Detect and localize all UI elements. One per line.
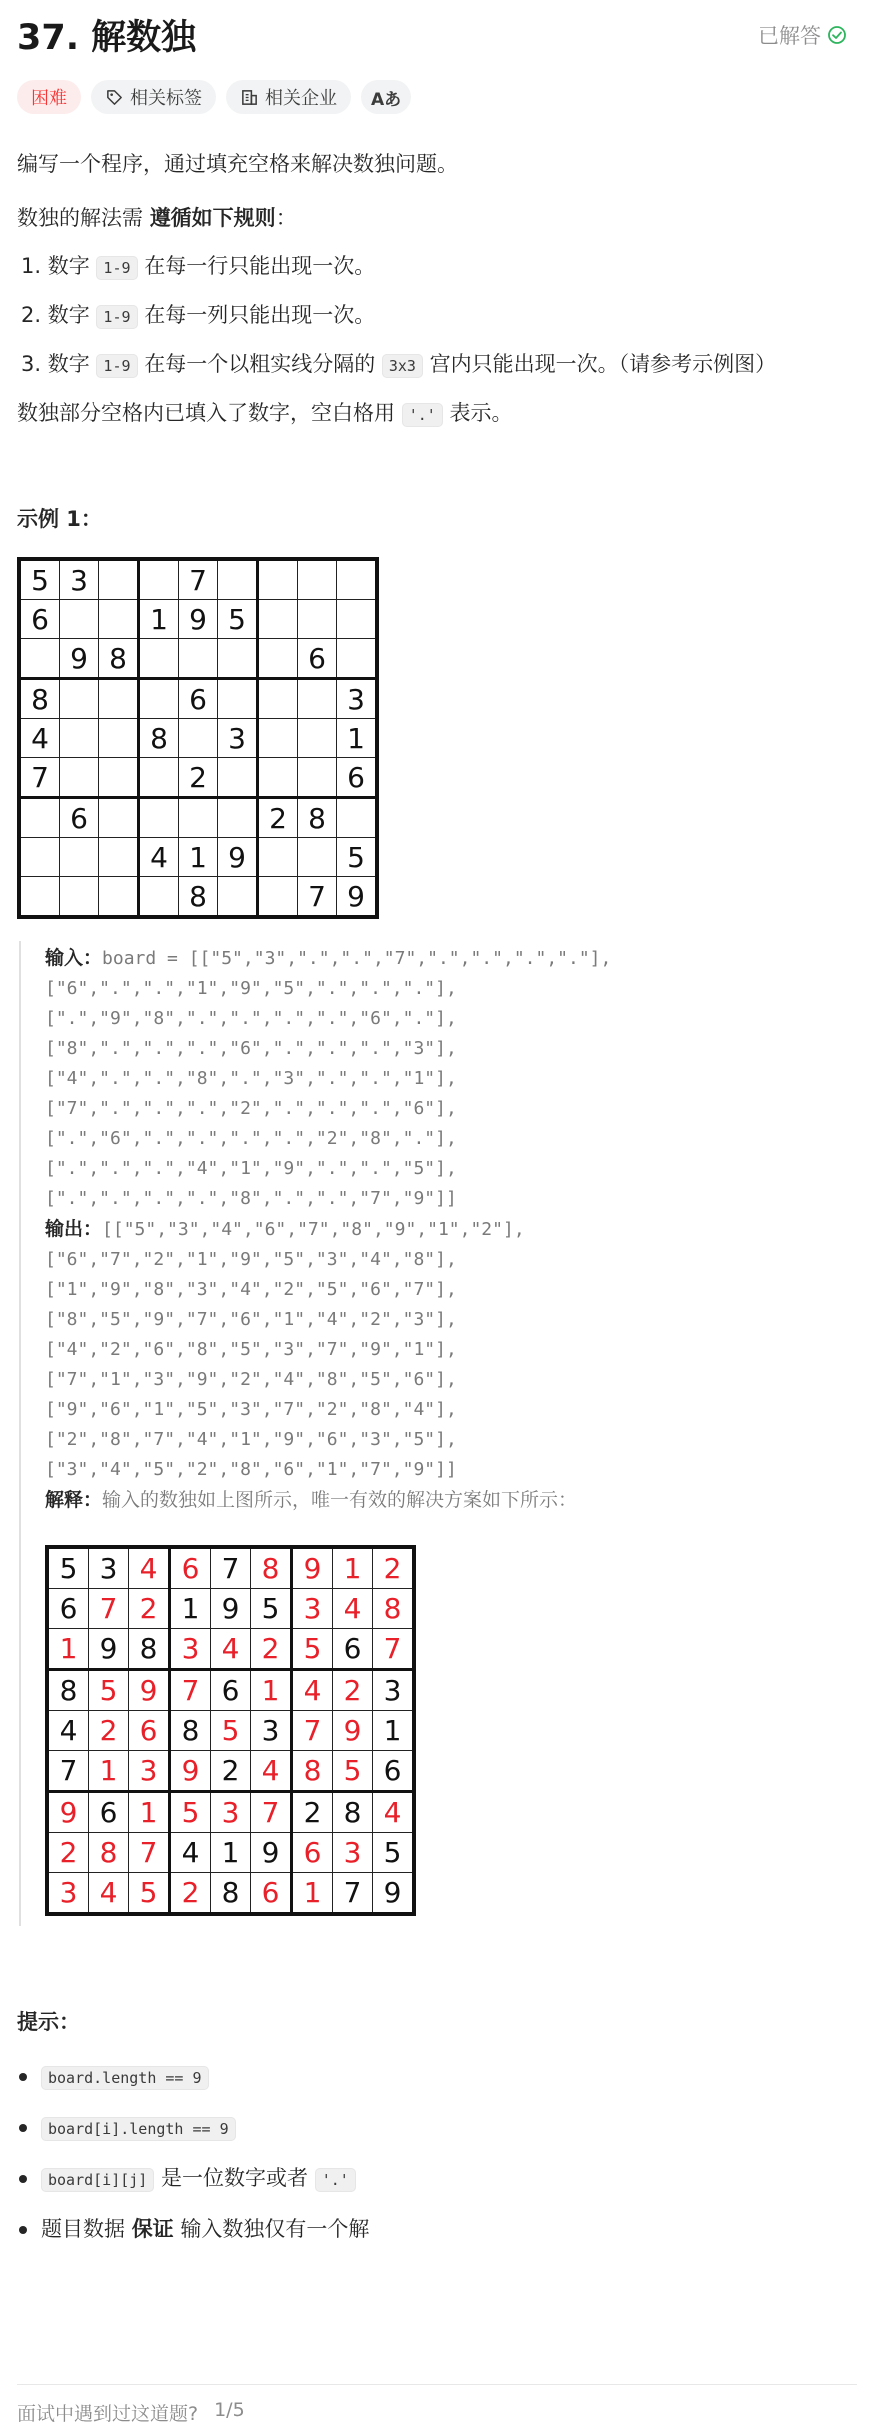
- code-text: ["2","8","7","4","1","9","6","3","5"],: [45, 1429, 457, 1450]
- board-cell: [60, 600, 99, 639]
- board-cell: 2: [170, 1873, 211, 1915]
- board-cell: 7: [19, 758, 60, 798]
- rules-prefix: 数独的解法需: [17, 206, 150, 230]
- board-cell: 6: [60, 798, 99, 838]
- board-cell: 3: [170, 1629, 211, 1670]
- rule-item: [17, 348, 857, 382]
- board-cell: 6: [337, 758, 378, 798]
- board-cell: 9: [47, 1792, 89, 1833]
- board-row: [47, 1589, 414, 1629]
- board-cell: [218, 798, 258, 838]
- rule-number: 1.: [21, 254, 42, 278]
- board-row: [47, 1833, 414, 1873]
- example-label: 输入：: [45, 947, 103, 969]
- board-cell: 4: [251, 1751, 292, 1792]
- board-cell: [218, 758, 258, 798]
- board-cell: 3: [129, 1751, 170, 1792]
- code-text: [".","9","8",".",".",".",".","6","."],: [45, 1008, 457, 1029]
- blank-note-text: 表示。: [442, 401, 513, 425]
- board-cell: 8: [333, 1792, 373, 1833]
- board-row: [47, 1547, 414, 1589]
- board-row: [19, 639, 377, 679]
- board-cell: 1: [139, 600, 179, 639]
- board-cell: [139, 798, 179, 838]
- solved-status[interactable]: [758, 20, 847, 50]
- board-cell: [258, 719, 298, 758]
- board-cell: 1: [47, 1629, 89, 1670]
- board-cell: 9: [218, 838, 258, 877]
- board-cell: [99, 559, 139, 600]
- board-row: [19, 600, 377, 639]
- board-cell: [337, 639, 378, 679]
- code-line: [45, 1184, 857, 1214]
- problem-title: 37. 解数独: [17, 18, 197, 58]
- board-cell: 4: [373, 1792, 415, 1833]
- rule-text: 数字: [47, 352, 97, 376]
- code-line: [45, 1004, 857, 1034]
- code-text: ["8",".",".",".","6",".",".",".","3"],: [45, 1038, 457, 1059]
- related-companies-label: 相关企业: [265, 88, 337, 109]
- board-cell: [258, 600, 298, 639]
- blank-note-text: 数独部分空格内已填入了数字，空白格用: [17, 401, 402, 425]
- board-cell: 4: [292, 1670, 333, 1711]
- board-cell: 6: [47, 1589, 89, 1629]
- board-cell: 5: [211, 1711, 251, 1751]
- code-line: [45, 1034, 857, 1064]
- board-cell: 5: [89, 1670, 129, 1711]
- rule-code: 1-9: [96, 305, 137, 329]
- code-text: ["6",".",".","1","9","5",".",".","."],: [45, 978, 457, 999]
- code-text: [".",".",".","4","1","9",".",".","5"],: [45, 1158, 457, 1179]
- hint-code: board[i].length == 9: [41, 2117, 236, 2141]
- board-cell: [179, 639, 218, 679]
- board-cell: 9: [337, 877, 378, 918]
- board-row: [19, 559, 377, 600]
- board-cell: 5: [373, 1833, 415, 1873]
- code-text: board = [["5","3",".",".","7",".",".",".","."],: [102, 948, 612, 969]
- example-block: [19, 941, 857, 1926]
- board-cell: [179, 719, 218, 758]
- board-cell: 3: [47, 1873, 89, 1915]
- code-line: [45, 1305, 857, 1335]
- code-line: [45, 1124, 857, 1154]
- hint-bold: 保证: [131, 2217, 174, 2241]
- board-cell: 8: [373, 1589, 415, 1629]
- board-cell: 1: [333, 1547, 373, 1589]
- code-line: [45, 943, 857, 974]
- board-cell: 9: [170, 1751, 211, 1792]
- board-cell: 5: [170, 1792, 211, 1833]
- board-cell: 7: [251, 1792, 292, 1833]
- board-cell: 7: [47, 1751, 89, 1792]
- board-cell: 1: [89, 1751, 129, 1792]
- related-companies-button[interactable]: [226, 80, 351, 114]
- board-cell: 2: [211, 1751, 251, 1792]
- solved-status-label: 已解答: [758, 24, 821, 48]
- code-line: [45, 1335, 857, 1365]
- board-cell: 8: [179, 877, 218, 918]
- board-cell: [99, 679, 139, 719]
- board-cell: 6: [89, 1792, 129, 1833]
- board-cell: 5: [333, 1751, 373, 1792]
- board-cell: [99, 719, 139, 758]
- example-input: [45, 943, 857, 1214]
- board-cell: 7: [298, 877, 337, 918]
- hint-code: board.length == 9: [41, 2066, 209, 2090]
- board-cell: 4: [211, 1629, 251, 1670]
- board-cell: 9: [179, 600, 218, 639]
- related-tags-button[interactable]: [91, 80, 216, 114]
- board-row: [47, 1711, 414, 1751]
- code-text: ["1","9","8","3","4","2","5","6","7"],: [45, 1279, 457, 1300]
- board-cell: [258, 559, 298, 600]
- board-cell: 2: [47, 1833, 89, 1873]
- board-cell: 9: [60, 639, 99, 679]
- translate-icon: Aあ: [371, 89, 402, 110]
- board-cell: 4: [139, 838, 179, 877]
- board-cell: 2: [89, 1711, 129, 1751]
- board-cell: 9: [333, 1711, 373, 1751]
- code-text: ["3","4","5","2","8","6","1","7","9"]]: [45, 1459, 457, 1480]
- board-cell: [139, 758, 179, 798]
- board-row: [19, 719, 377, 758]
- board-cell: 9: [211, 1589, 251, 1629]
- building-icon: [240, 88, 259, 107]
- code-text: ["7","1","3","9","2","4","8","5","6"],: [45, 1369, 457, 1390]
- board-cell: [60, 758, 99, 798]
- code-text: ["9","6","1","5","3","7","2","8","4"],: [45, 1399, 457, 1420]
- board-row: [47, 1629, 414, 1670]
- board-cell: 7: [373, 1629, 415, 1670]
- board-cell: 2: [129, 1589, 170, 1629]
- difficulty-badge: 困难: [17, 80, 81, 114]
- explain-text: 输入的数独如上图所示，唯一有效的解决方案如下所示：: [102, 1489, 578, 1511]
- board-cell: 6: [333, 1629, 373, 1670]
- code-text: ["4",".",".","8",".","3",".",".","1"],: [45, 1068, 457, 1089]
- hint-item: [17, 2162, 857, 2196]
- hint-item: [17, 2111, 857, 2145]
- board-cell: [258, 679, 298, 719]
- code-line: [45, 1395, 857, 1425]
- code-line: [45, 1365, 857, 1395]
- board-cell: 5: [47, 1547, 89, 1589]
- board-cell: 2: [258, 798, 298, 838]
- board-cell: 8: [292, 1751, 333, 1792]
- board-cell: 5: [129, 1873, 170, 1915]
- board-row: [19, 877, 377, 918]
- rule-text: 数字: [47, 254, 97, 278]
- board-cell: 2: [251, 1629, 292, 1670]
- tag-bar: [17, 80, 857, 114]
- board-cell: 8: [251, 1547, 292, 1589]
- rule-text: 宫内只能出现一次。（请参考示例图）: [422, 352, 777, 376]
- board-cell: [179, 798, 218, 838]
- board-cell: [218, 877, 258, 918]
- board-row: [19, 758, 377, 798]
- board-cell: [298, 600, 337, 639]
- board-cell: [298, 758, 337, 798]
- board-cell: 8: [298, 798, 337, 838]
- hint-code: '.': [315, 2168, 356, 2192]
- board-cell: 7: [211, 1547, 251, 1589]
- board-cell: [60, 838, 99, 877]
- board-cell: [60, 719, 99, 758]
- board-cell: 5: [292, 1629, 333, 1670]
- code-text: ["6","7","2","1","9","5","3","4","8"],: [45, 1249, 457, 1270]
- board-cell: 8: [211, 1873, 251, 1915]
- board-cell: 1: [337, 719, 378, 758]
- board-cell: 3: [251, 1711, 292, 1751]
- board-cell: 1: [251, 1670, 292, 1711]
- rule-text: 在每一行只能出现一次。: [137, 254, 376, 278]
- board-cell: [218, 679, 258, 719]
- board-row: [47, 1792, 414, 1833]
- board-cell: 3: [218, 719, 258, 758]
- board-cell: 9: [129, 1670, 170, 1711]
- board-cell: [60, 877, 99, 918]
- code-text: ["4","2","6","8","5","3","7","9","1"],: [45, 1339, 457, 1360]
- rules-list: [17, 250, 857, 382]
- code-text: [".","6",".",".",".",".","2","8","."],: [45, 1128, 457, 1149]
- board-cell: 3: [292, 1589, 333, 1629]
- tag-icon: [105, 88, 124, 107]
- board-cell: [99, 600, 139, 639]
- board-cell: [258, 758, 298, 798]
- board-cell: [19, 877, 60, 918]
- board-cell: [298, 559, 337, 600]
- hint-text: 是一位数字或者: [154, 2166, 315, 2190]
- board-cell: 2: [292, 1792, 333, 1833]
- board-cell: [298, 838, 337, 877]
- puzzle-board-image: [17, 557, 379, 919]
- code-text: ["7",".",".",".","2",".",".",".","6"],: [45, 1098, 457, 1119]
- board-cell: 4: [89, 1873, 129, 1915]
- code-line: [45, 974, 857, 1004]
- board-cell: 9: [89, 1629, 129, 1670]
- board-cell: [258, 877, 298, 918]
- board-cell: [19, 798, 60, 838]
- code-line: [45, 1245, 857, 1275]
- solution-board-image: [45, 1545, 416, 1916]
- board-cell: 9: [251, 1833, 292, 1873]
- board-cell: 7: [292, 1711, 333, 1751]
- example-explanation: [45, 1485, 857, 1515]
- board-cell: 8: [47, 1670, 89, 1711]
- board-cell: 4: [129, 1547, 170, 1589]
- code-line: [45, 1214, 857, 1245]
- board-cell: 5: [218, 600, 258, 639]
- board-cell: 3: [337, 679, 378, 719]
- rule-item: [17, 299, 857, 333]
- board-cell: [99, 838, 139, 877]
- rule-code: 1-9: [96, 354, 137, 378]
- board-cell: 8: [19, 679, 60, 719]
- board-cell: 6: [179, 679, 218, 719]
- rules-intro: [17, 202, 857, 234]
- example-title: 示例 1：: [17, 507, 102, 531]
- board-cell: [218, 559, 258, 600]
- explain-label: 解释：: [45, 1489, 103, 1511]
- board-row: [19, 798, 377, 838]
- hint-text: 题目数据: [41, 2217, 132, 2241]
- hint-item: [17, 2060, 857, 2094]
- rules-suffix: ：: [275, 206, 297, 230]
- example-label: 输出：: [45, 1218, 103, 1240]
- board-cell: 6: [373, 1751, 415, 1792]
- board-cell: 6: [211, 1670, 251, 1711]
- blank-note: [17, 397, 857, 431]
- board-cell: 5: [19, 559, 60, 600]
- hint-item: [17, 2213, 857, 2245]
- rule-number: 2.: [21, 303, 42, 327]
- board-cell: [19, 639, 60, 679]
- code-line: [45, 1154, 857, 1184]
- code-text: ["8","5","9","7","6","1","4","2","3"],: [45, 1309, 457, 1330]
- board-row: [19, 679, 377, 719]
- code-line: [45, 1094, 857, 1124]
- rule-text: 在每一列只能出现一次。: [137, 303, 376, 327]
- board-cell: [337, 559, 378, 600]
- board-cell: [218, 639, 258, 679]
- check-circle-icon: [827, 25, 847, 45]
- code-text: [["5","3","4","6","7","8","9","1","2"],: [102, 1219, 525, 1240]
- board-cell: 1: [373, 1711, 415, 1751]
- code-text: [".",".",".",".","8",".",".","7","9"]]: [45, 1188, 457, 1209]
- board-cell: 7: [89, 1589, 129, 1629]
- board-cell: [139, 639, 179, 679]
- board-cell: [60, 679, 99, 719]
- board-cell: 1: [170, 1589, 211, 1629]
- board-cell: [337, 798, 378, 838]
- rule-number: 3.: [21, 352, 42, 376]
- board-cell: 6: [129, 1711, 170, 1751]
- interview-pager: 1/5: [214, 2399, 245, 2421]
- interview-question-text: 面试中遇到过这道题?: [17, 2403, 199, 2425]
- rule-item: [17, 250, 857, 284]
- code-line: [45, 1425, 857, 1455]
- board-cell: [19, 838, 60, 877]
- rule-text: 数字: [47, 303, 97, 327]
- board-cell: [99, 758, 139, 798]
- code-line: [45, 1064, 857, 1094]
- translate-button[interactable]: [361, 80, 411, 114]
- hint-code: board[i][j]: [41, 2168, 154, 2192]
- board-cell: 2: [333, 1670, 373, 1711]
- board-cell: 1: [179, 838, 218, 877]
- rule-text: 在每一个以粗实线分隔的: [137, 352, 382, 376]
- hints-list: [17, 2060, 857, 2245]
- board-cell: 1: [211, 1833, 251, 1873]
- board-cell: [99, 877, 139, 918]
- board-cell: [337, 600, 378, 639]
- board-cell: 8: [170, 1711, 211, 1751]
- board-cell: 7: [170, 1670, 211, 1711]
- board-cell: 5: [251, 1589, 292, 1629]
- hints-title: 提示：: [17, 2010, 80, 2034]
- board-row: [19, 838, 377, 877]
- board-cell: 6: [298, 639, 337, 679]
- board-cell: 8: [129, 1629, 170, 1670]
- board-row: [47, 1751, 414, 1792]
- rule-code: 3x3: [382, 354, 423, 378]
- board-cell: [99, 798, 139, 838]
- board-cell: 6: [251, 1873, 292, 1915]
- board-cell: 1: [292, 1873, 333, 1915]
- board-cell: 1: [129, 1792, 170, 1833]
- related-tags-label: 相关标签: [130, 88, 202, 109]
- board-cell: 4: [170, 1833, 211, 1873]
- board-cell: 6: [292, 1833, 333, 1873]
- board-cell: 3: [89, 1547, 129, 1589]
- code-line: [45, 1455, 857, 1485]
- example-output: [45, 1214, 857, 1485]
- board-cell: 2: [373, 1547, 415, 1589]
- board-cell: 3: [373, 1670, 415, 1711]
- board-cell: 4: [333, 1589, 373, 1629]
- board-cell: [258, 639, 298, 679]
- board-cell: [139, 877, 179, 918]
- board-cell: 2: [179, 758, 218, 798]
- rules-bold: 遵循如下规则: [149, 206, 276, 230]
- board-cell: [139, 559, 179, 600]
- blank-note-code: '.': [402, 403, 443, 427]
- interview-question-bar[interactable]: [17, 2384, 857, 2426]
- board-row: [47, 1873, 414, 1915]
- board-cell: 4: [47, 1711, 89, 1751]
- board-cell: 7: [179, 559, 218, 600]
- board-cell: 9: [292, 1547, 333, 1589]
- board-cell: [298, 679, 337, 719]
- board-cell: 3: [60, 559, 99, 600]
- board-cell: 7: [129, 1833, 170, 1873]
- board-cell: 3: [211, 1792, 251, 1833]
- board-cell: 9: [373, 1873, 415, 1915]
- board-cell: 8: [89, 1833, 129, 1873]
- board-cell: 4: [19, 719, 60, 758]
- board-cell: 6: [19, 600, 60, 639]
- problem-intro: 编写一个程序，通过填充空格来解决数独问题。: [17, 152, 458, 176]
- board-cell: 3: [333, 1833, 373, 1873]
- code-line: [45, 1275, 857, 1305]
- board-cell: 6: [170, 1547, 211, 1589]
- board-cell: [258, 838, 298, 877]
- board-cell: 5: [337, 838, 378, 877]
- board-row: [47, 1670, 414, 1711]
- board-cell: 8: [99, 639, 139, 679]
- board-cell: 8: [139, 719, 179, 758]
- board-cell: 7: [333, 1873, 373, 1915]
- rule-code: 1-9: [96, 256, 137, 280]
- board-cell: [298, 719, 337, 758]
- hint-text: 输入数独仅有一个解: [173, 2217, 370, 2241]
- title-row: [17, 0, 857, 68]
- board-cell: [139, 679, 179, 719]
